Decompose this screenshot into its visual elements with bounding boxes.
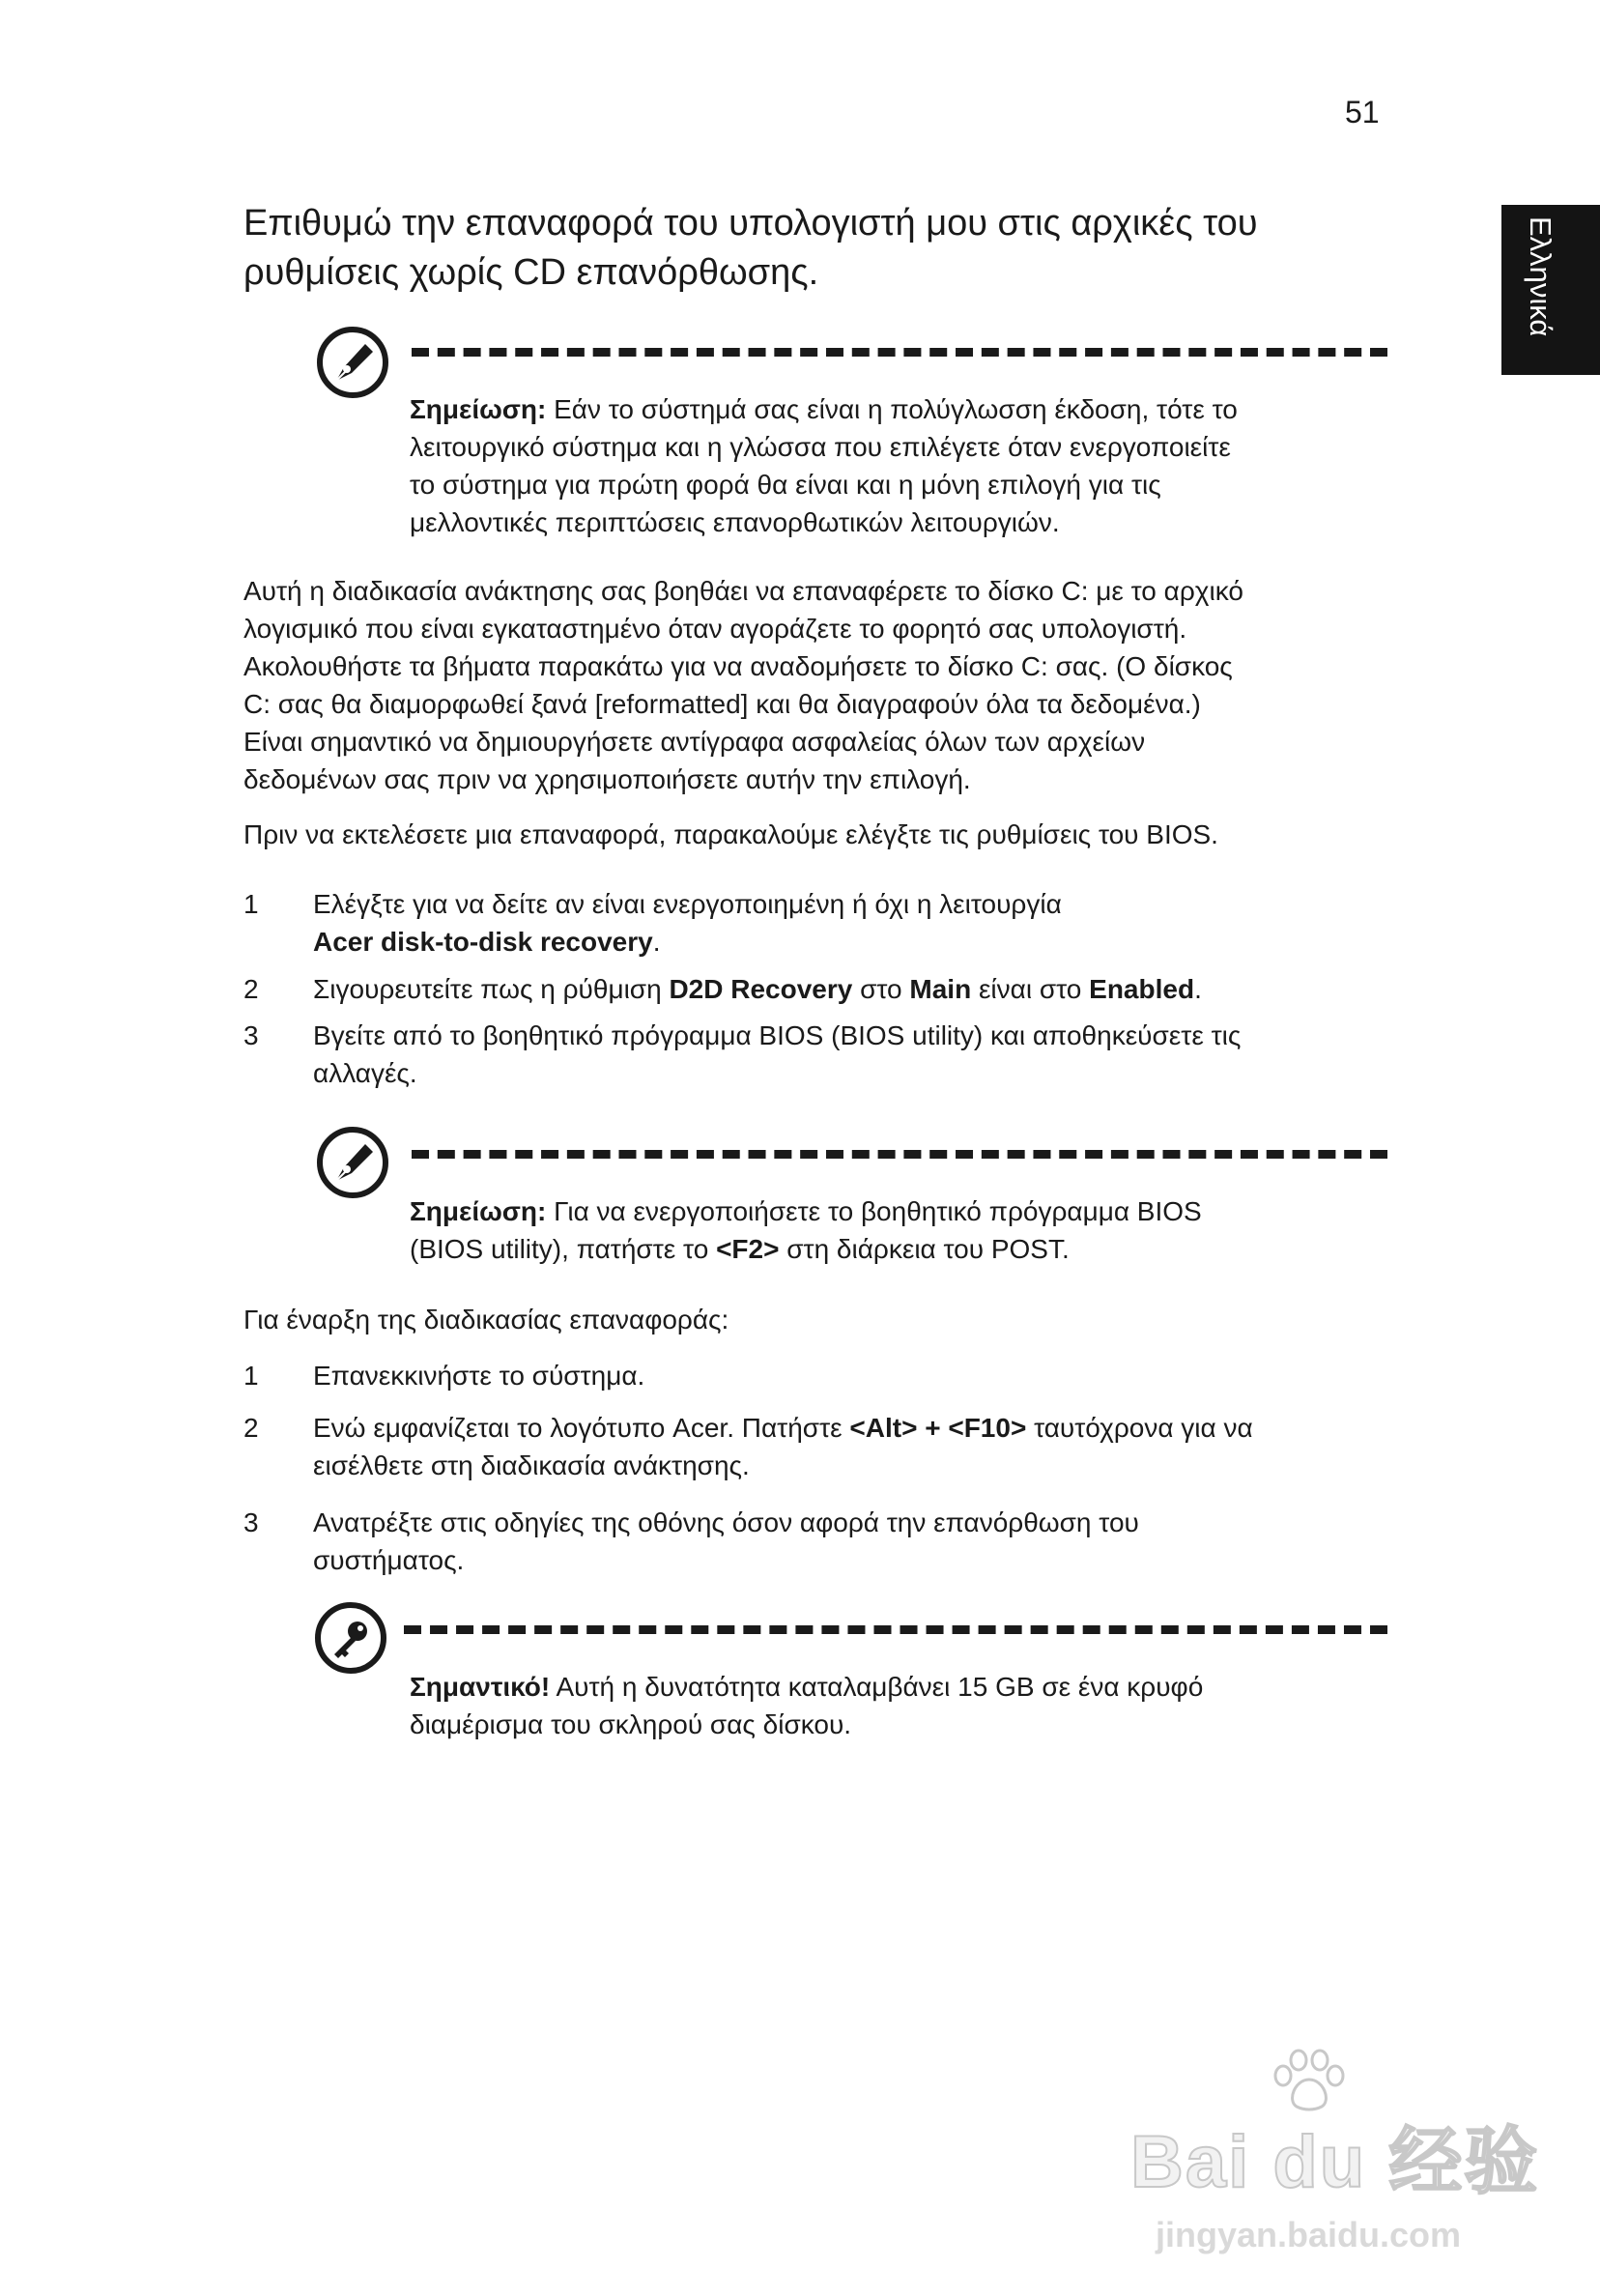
intro-line: Ακολουθήστε τα βήματα παρακάτω για να αναδομήσετε το δίσκο C: σας. (O δίσκος: [243, 651, 1233, 681]
step-number: 2: [243, 1413, 259, 1443]
step-number: 3: [243, 1020, 259, 1050]
intro-line: Αυτή η διαδικασία ανάκτησης σας βοηθάει να επαναφέρετε το δίσκο C: με το αρχικό: [243, 576, 1243, 606]
step-number: 3: [243, 1507, 259, 1537]
note-divider: [412, 1150, 1387, 1167]
step-text: [313, 885, 1062, 961]
note-text: [410, 390, 1238, 541]
intro-line: δεδομένων σας πριν να χρησιμοποιήσετε αυτήν την επιλογή.: [243, 764, 971, 794]
step-tail: .: [652, 927, 661, 957]
important-key-icon: [313, 1600, 388, 1676]
step-line: είναι στο: [971, 974, 1090, 1004]
intro-line: C: σας θα διαμορφωθεί ξανά [reformatted] και θα διαγραφούν όλα τα δεδομένα.): [243, 689, 1201, 719]
step-text: [313, 1409, 1253, 1484]
step-line: Ενώ εμφανίζεται το λογότυπο Acer. Πατήστε: [313, 1413, 850, 1443]
intro-paragraph: [243, 572, 1243, 798]
step-tail: .: [1194, 974, 1202, 1004]
step-line: εισέλθετε στη διαδικασία ανάκτησης.: [313, 1450, 750, 1480]
step-number: 1: [243, 889, 259, 919]
note-line: Αυτή η δυνατότητα καταλαμβάνει 15 GB σε ένα κρυφό: [550, 1672, 1204, 1702]
note-pen-icon: [315, 1125, 390, 1200]
note-pen-icon: [315, 325, 390, 400]
note-divider: [404, 1625, 1387, 1643]
step-line: συστήματος.: [313, 1545, 465, 1575]
note-line: μελλοντικές περιπτώσεις επανορθωτικών λειτουργιών.: [410, 507, 1060, 537]
step-bold: Enabled: [1089, 974, 1195, 1004]
page-number: 51: [1345, 95, 1380, 129]
step-number: 2: [243, 974, 259, 1004]
step-bold: D2D Recovery: [669, 974, 853, 1004]
step-number: 1: [243, 1361, 259, 1391]
step-text: Επανεκκινήστε το σύστημα.: [313, 1361, 645, 1391]
step-bold: <Alt> + <F10>: [849, 1413, 1027, 1443]
step-line: ταυτόχρονα για να: [1026, 1413, 1253, 1443]
language-tab: [1501, 205, 1600, 375]
step-text: [313, 970, 1202, 1008]
step-line: Βγείτε από το βοηθητικό πρόγραμμα BIOS (BIOS utility) και αποθηκεύσετε τις: [313, 1020, 1242, 1050]
important-label: Σημαντικό!: [410, 1672, 551, 1702]
important-text: [410, 1668, 1203, 1743]
note-label: Σημείωση:: [410, 1196, 547, 1226]
note-line: (BIOS utility), πατήστε το: [410, 1234, 717, 1264]
step-line: Ελέγξτε για να δείτε αν είναι ενεργοποιημένη ή όχι η λειτουργία: [313, 889, 1062, 919]
bios-check-paragraph: Πριν να εκτελέσετε μια επαναφορά, παρακαλούμε ελέγξτε τις ρυθμίσεις του BIOS.: [243, 819, 1218, 849]
note-label: Σημείωση:: [410, 394, 547, 424]
note-line: λειτουργικό σύστημα και η γλώσσα που επιλέγετε όταν ενεργοποιείτε: [410, 432, 1231, 462]
note-line: διαμέρισμα του σκληρού σας δίσκου.: [410, 1709, 852, 1739]
note-line: Για να ενεργοποιήσετε το βοηθητικό πρόγραμμα BIOS: [546, 1196, 1202, 1226]
language-tab-label: Ελληνικά: [1524, 216, 1557, 337]
note-divider: [412, 348, 1387, 365]
step-text: [313, 1504, 1139, 1579]
intro-line: Είναι σημαντικό να δημιουργήσετε αντίγραφα ασφαλείας όλων των αρχείων: [243, 727, 1146, 757]
note-line: στη διάρκεια του POST.: [779, 1234, 1070, 1264]
step-line: Ανατρέξτε στις οδηγίες της οθόνης όσον αφορά την επανόρθωση του: [313, 1507, 1139, 1537]
note-key: <F2>: [716, 1234, 780, 1264]
note-line: το σύστημα για πρώτη φορά θα είναι και η μόνη επιλογή για τις: [410, 470, 1161, 500]
note-line: Εάν το σύστημά σας είναι η πολύγλωσση έκδοση, τότε το: [546, 394, 1238, 424]
section-heading: Επιθυμώ την επαναφορά του υπολογιστή μου στις αρχικές του ρυθμίσεις χωρίς CD επανόρθωσης.: [243, 203, 1258, 293]
reset-intro: Για έναρξη της διαδικασίας επαναφοράς:: [243, 1305, 729, 1335]
step-text: [313, 1017, 1241, 1092]
baidu-watermark-url: jingyan.baidu.com: [1156, 2215, 1462, 2254]
step-line: στο: [852, 974, 910, 1004]
note-text: [410, 1192, 1202, 1268]
intro-line: λογισμικό που είναι εγκαταστημένο όταν αγοράζετε το φορητό σας υπολογιστή.: [243, 614, 1187, 644]
step-bold: Main: [909, 974, 972, 1004]
baidu-watermark-logo: Bai du 经验: [1130, 2121, 1540, 2203]
step-line: αλλαγές.: [313, 1058, 417, 1088]
step-bold: Acer disk-to-disk recovery: [313, 927, 653, 957]
step-line: Σιγουρευτείτε πως η ρύθμιση: [313, 974, 670, 1004]
